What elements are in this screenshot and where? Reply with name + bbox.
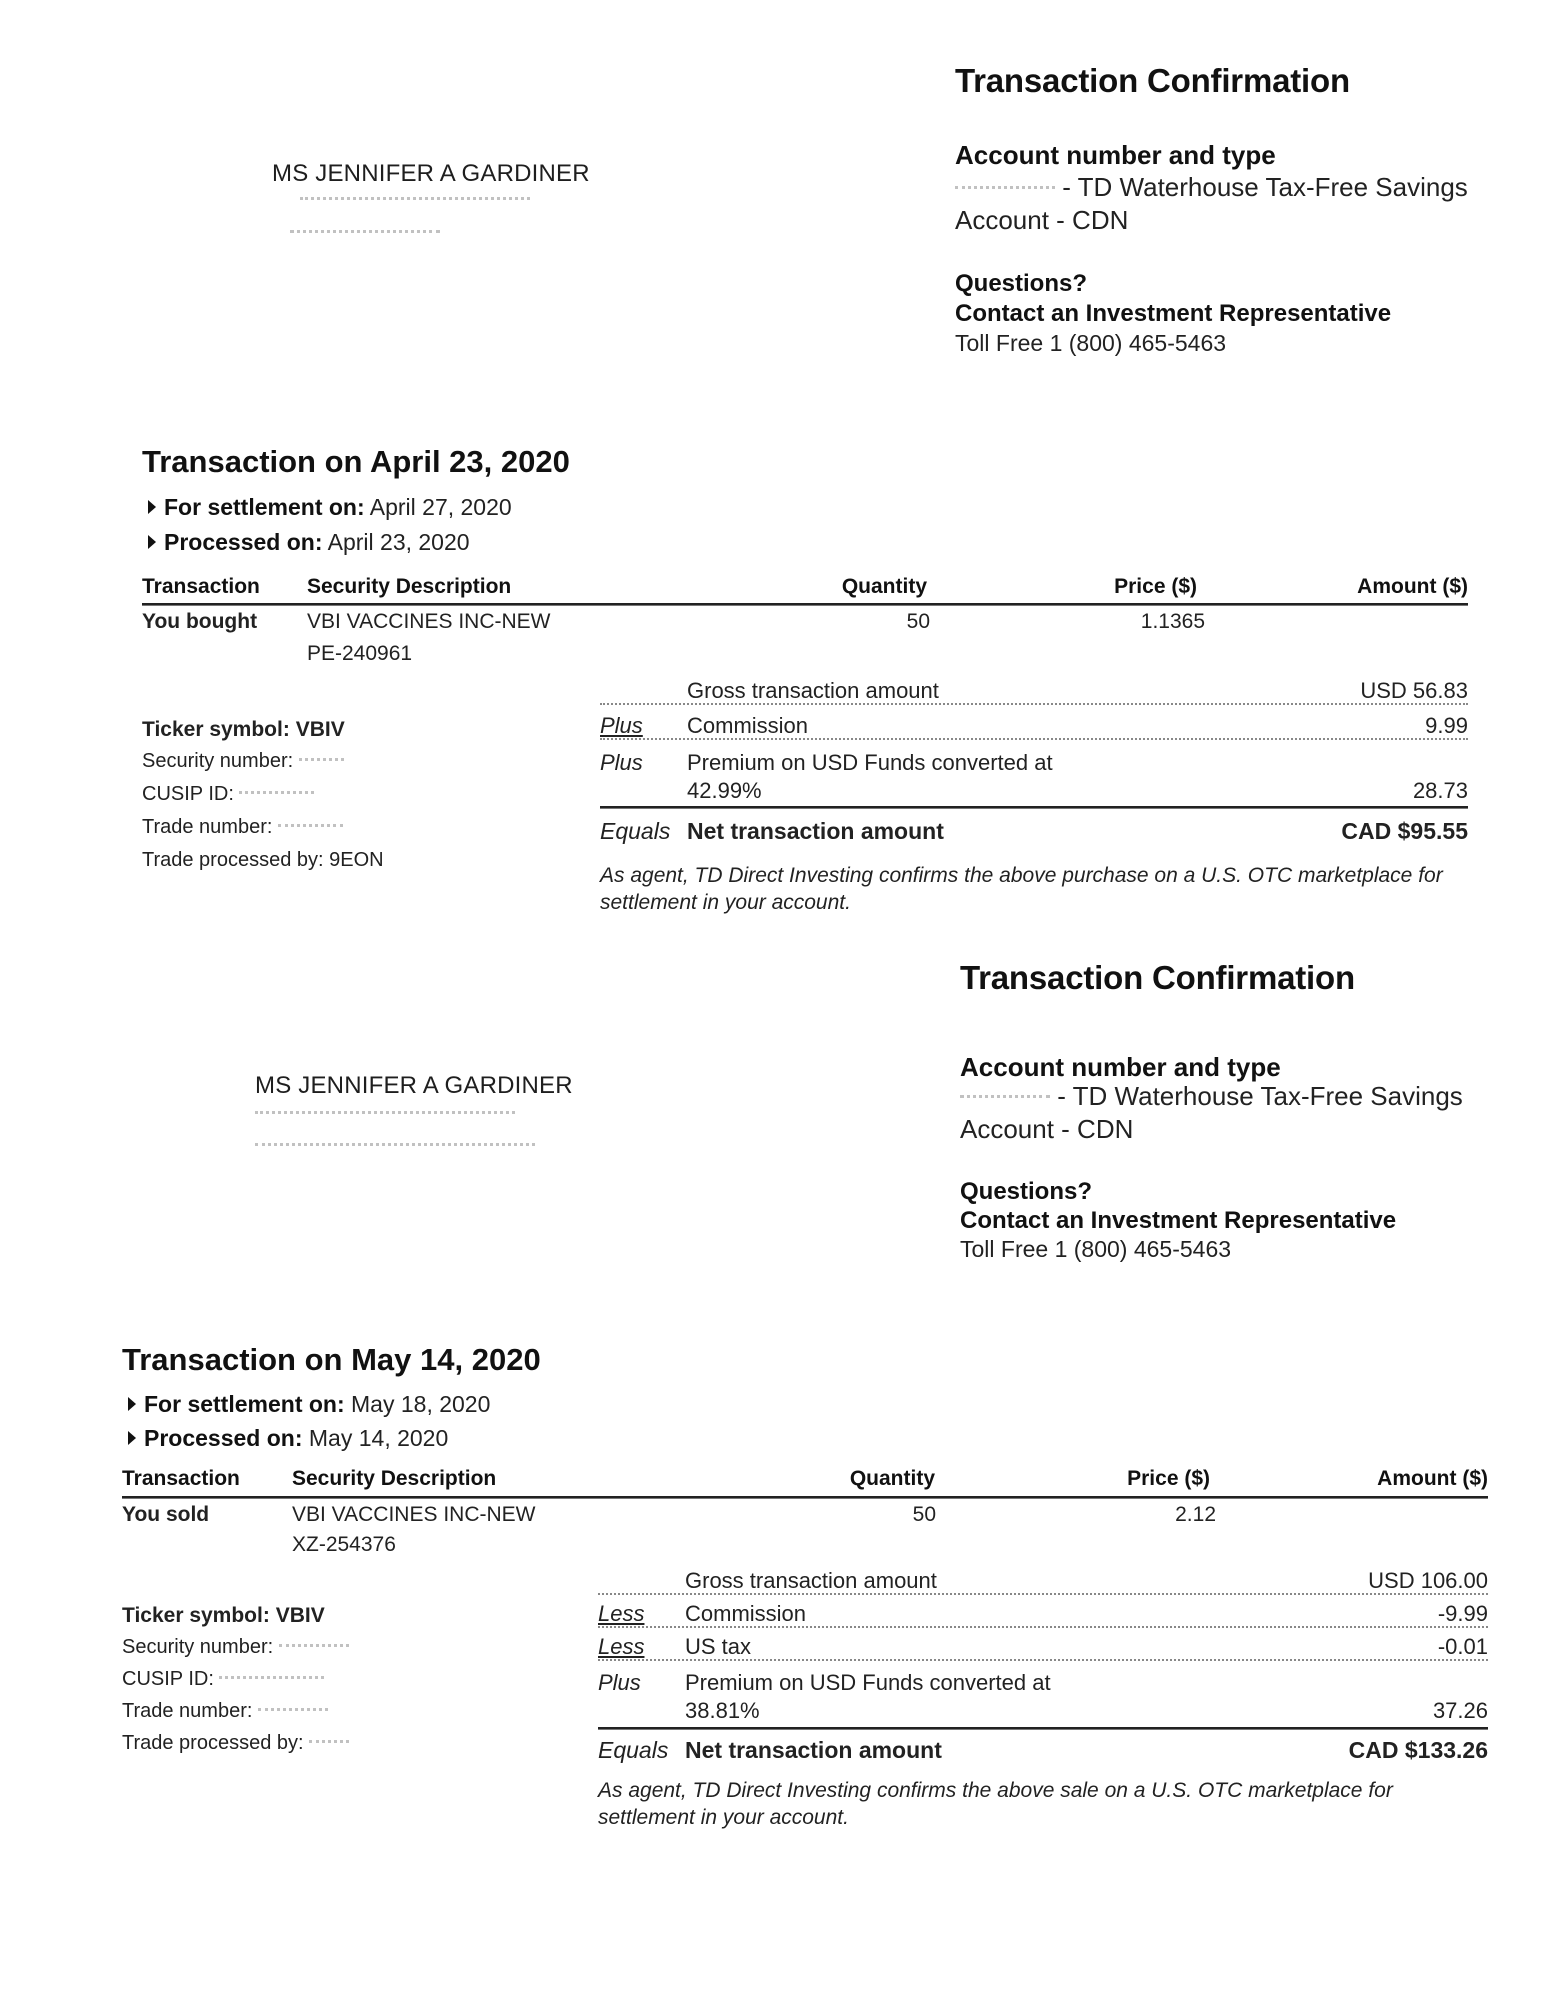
recipient-address-redacted (300, 192, 530, 210)
account-number-redacted (960, 1095, 1050, 1102)
triangle-bullet-icon (128, 1397, 136, 1411)
operator-plus: Plus (598, 1670, 641, 1695)
quantity-value: 50 (912, 1503, 936, 1526)
trade-processed-by: Trade processed by: 9EON (142, 849, 384, 871)
toll-free-phone[interactable]: Toll Free 1 (800) 465-5463 (960, 1236, 1232, 1262)
account-label: Account number and type (955, 140, 1276, 170)
account-type-line2: Account - CDN (960, 1114, 1134, 1144)
net-amount-value: CAD $95.55 (1341, 818, 1468, 844)
gross-amount-value: USD 56.83 (1360, 678, 1468, 703)
contact-label: Contact an Investment Representative (960, 1207, 1397, 1234)
agent-note: As agent, TD Direct Investing confirms the above purchase on a U.S. OTC marketplace for settlement in your account. (600, 864, 1443, 914)
ticker-symbol: Ticker symbol: VBIV (142, 718, 345, 741)
ticker-symbol: Ticker symbol: VBIV (122, 1604, 325, 1627)
operator-plus: Plus (600, 713, 643, 738)
commission-label: Commission (685, 1601, 807, 1626)
recipient-city-redacted (290, 225, 450, 243)
transaction-heading: Transaction on May 14, 2020 (122, 1342, 541, 1377)
commission-label: Commission (687, 713, 809, 738)
col-amount: Amount ($) (1377, 1467, 1488, 1490)
price-value: 1.1365 (1140, 610, 1205, 633)
fx-premium-rate: 38.81% (685, 1698, 760, 1723)
table-header-rule (122, 1496, 1488, 1499)
dotted-leader (598, 1659, 1488, 1661)
triangle-bullet-icon (148, 535, 156, 549)
security-code: PE-240961 (307, 642, 413, 665)
price-value: 2.12 (1175, 1503, 1216, 1526)
col-price: Price ($) (1114, 575, 1197, 598)
us-tax-label: US tax (685, 1634, 752, 1659)
account-number-redacted (955, 186, 1055, 193)
net-amount-label: Net transaction amount (687, 818, 944, 844)
recipient-city-redacted (255, 1138, 535, 1156)
col-price: Price ($) (1127, 1467, 1210, 1490)
col-quantity: Quantity (841, 575, 927, 598)
quantity-value: 50 (906, 610, 930, 633)
account-label: Account number and type (960, 1052, 1281, 1082)
dotted-leader (598, 1593, 1488, 1595)
trade-number: Trade number: (122, 1700, 328, 1723)
col-amount: Amount ($) (1357, 575, 1468, 598)
account-type: - TD Waterhouse Tax-Free Savings (955, 171, 1468, 204)
fx-premium-value: 28.73 (1412, 778, 1468, 803)
commission-value: -9.99 (1437, 1601, 1488, 1626)
gross-amount-value: USD 106.00 (1368, 1568, 1488, 1593)
recipient-name: MS JENNIFER A GARDINER (255, 1072, 573, 1099)
operator-less: Less (598, 1601, 645, 1626)
dotted-leader (600, 738, 1468, 740)
operator-plus: Plus (600, 750, 643, 775)
commission-value: 9.99 (1425, 713, 1468, 738)
col-transaction: Transaction (122, 1467, 240, 1490)
cusip-id: CUSIP ID: (142, 783, 314, 806)
total-rule (600, 806, 1468, 809)
gross-amount-label: Gross transaction amount (685, 1568, 937, 1593)
col-security-description: Security Description (307, 575, 512, 598)
account-type: - TD Waterhouse Tax-Free Savings (960, 1080, 1463, 1113)
operator-equals: Equals (600, 818, 671, 844)
transaction-type: You bought (142, 610, 258, 633)
triangle-bullet-icon (148, 500, 156, 514)
security-description: VBI VACCINES INC-NEW (307, 610, 551, 633)
trade-number: Trade number: (142, 816, 343, 839)
cusip-id: CUSIP ID: (122, 1668, 324, 1691)
processed-date-line: Processed on: April 23, 2020 (148, 529, 470, 556)
security-description: VBI VACCINES INC-NEW (292, 1503, 536, 1526)
col-security-description: Security Description (292, 1467, 497, 1490)
operator-equals: Equals (598, 1737, 669, 1763)
recipient-address-redacted (255, 1106, 515, 1124)
col-transaction: Transaction (142, 575, 260, 598)
dotted-leader (598, 1626, 1488, 1628)
dotted-leader (600, 703, 1468, 705)
total-rule (598, 1727, 1488, 1730)
net-amount-label: Net transaction amount (685, 1737, 942, 1763)
settlement-date-line: For settlement on: May 18, 2020 (128, 1391, 490, 1418)
security-number: Security number: (122, 1636, 349, 1659)
settlement-date-line: For settlement on: April 27, 2020 (148, 494, 512, 521)
fx-premium-rate: 42.99% (687, 778, 762, 803)
fx-premium-label: Premium on USD Funds converted at (687, 750, 1053, 775)
questions-label: Questions? (955, 270, 1088, 297)
contact-label: Contact an Investment Representative (955, 300, 1392, 327)
agent-note: As agent, TD Direct Investing confirms the above sale on a U.S. OTC marketplace for settlement in your account. (598, 1779, 1393, 1829)
table-header-rule (142, 603, 1468, 606)
col-quantity: Quantity (849, 1467, 935, 1490)
toll-free-phone[interactable]: Toll Free 1 (800) 465-5463 (955, 330, 1227, 356)
security-code: XZ-254376 (292, 1533, 396, 1556)
fx-premium-value: 37.26 (1432, 1698, 1488, 1723)
trade-processed-by: Trade processed by: (122, 1732, 349, 1755)
operator-less: Less (598, 1634, 645, 1659)
account-type-line2: Account - CDN (955, 205, 1129, 235)
security-number: Security number: (142, 750, 344, 773)
transaction-type: You sold (122, 1503, 210, 1526)
questions-label: Questions? (960, 1178, 1093, 1205)
processed-date-line: Processed on: May 14, 2020 (128, 1425, 448, 1452)
fx-premium-label: Premium on USD Funds converted at (685, 1670, 1051, 1695)
document-title: Transaction Confirmation (955, 62, 1350, 99)
transaction-heading: Transaction on April 23, 2020 (142, 444, 570, 479)
document-title-clipped: Transaction Confirmation (960, 959, 1355, 996)
triangle-bullet-icon (128, 1431, 136, 1445)
us-tax-value: -0.01 (1437, 1634, 1488, 1659)
gross-amount-label: Gross transaction amount (687, 678, 939, 703)
recipient-name: MS JENNIFER A GARDINER (272, 160, 590, 187)
net-amount-value: CAD $133.26 (1348, 1737, 1488, 1763)
